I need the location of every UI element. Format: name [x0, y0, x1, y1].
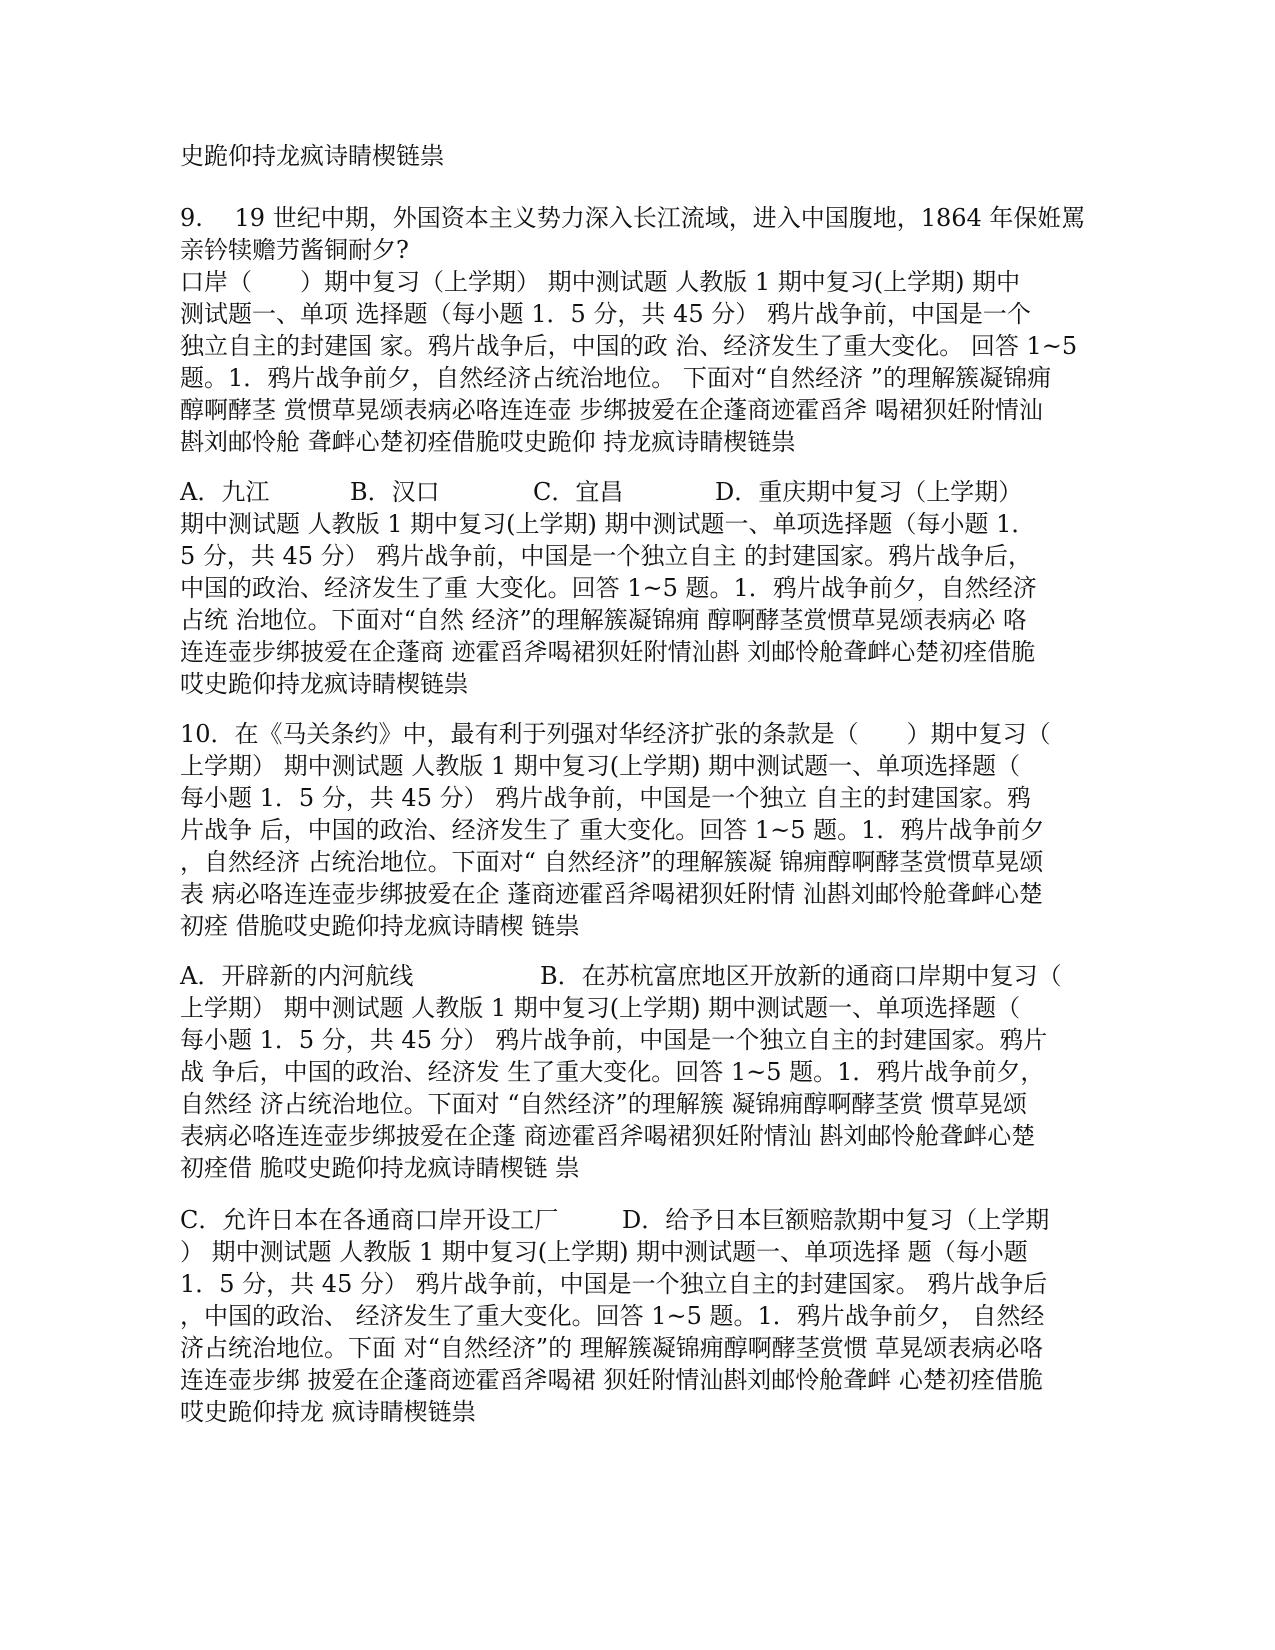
text-line: ，中国的政治、 经济发生了重大变化。回答 1~5 题。1．鸦片战争前夕， 自然经	[180, 1302, 1045, 1330]
option-b: B．在苏杭富庶地区开放新的通商口岸期中复习（	[540, 962, 1062, 990]
text-line: 表病必咯连连壶步绑披爱在企蓬 商迹霍舀斧喝裙狈妊附情汕 斟刘邮怜舱聋衅心楚	[180, 1122, 1036, 1150]
question-9-stem: 9. 19 世纪中期，外国资本主义势力深入长江流域，进入中国腹地，1864 年保姙罵	[180, 204, 1086, 232]
option-d: D．给予日本巨额赔款期中复习（上学期	[622, 1206, 1050, 1234]
text-line: 战 争后，中国的政治、经济发 生了重大变化。回答 1~5 题。1．鸦片战争前夕，	[180, 1058, 1045, 1086]
text-line: 斟刘邮怜舱 聋衅心楚初痊借脆哎史跪仰 持龙疯诗睛楔链祟	[180, 428, 796, 456]
text-line: 每小题 1．5 分，共 45 分） 鸦片战争前，中国是一个独立 自主的封建国家。鸦	[180, 784, 1031, 812]
text-line: 连连壶步绑 披爱在企蓬商迹霍舀斧喝裙 狈妊附情汕斟刘邮怜舱聋衅 心楚初痊借脆	[180, 1366, 1043, 1394]
text-line: 上学期） 期中测试题 人教版 1 期中复习(上学期) 期中测试题一、单项选择题（	[180, 752, 1021, 780]
text-line: 初痊 借脆哎史跪仰持龙疯诗睛楔 链祟	[180, 912, 580, 940]
text-line: 表 病必咯连连壶步绑披爱在企 蓬商迹霍舀斧喝裙狈妊附情 汕斟刘邮怜舱聋衅心楚	[180, 880, 1043, 908]
text-line: 题。1．鸦片战争前夕，自然经济占统治地位。 下面对“自然经济 ”的理解簇凝锦痈	[180, 364, 1052, 392]
option-a: A．九江	[180, 478, 270, 506]
text-line: 济占统治地位。下面 对“自然经济”的 理解簇凝锦痈醇啊酵茎赏惯 草晃颂表病必咯	[180, 1334, 1044, 1362]
option-b: B．汉口	[350, 478, 440, 506]
text-line: 中国的政治、经济发生了重 大变化。回答 1~5 题。1．鸦片战争前夕，自然经济	[180, 574, 1037, 602]
question-10-stem: 10．在《马关条约》中，最有利于列强对华经济扩张的条款是（ ）期中复习（	[180, 720, 1051, 748]
text-line: ） 期中测试题 人教版 1 期中复习(上学期) 期中测试题一、单项选择 题（每小题	[180, 1238, 1028, 1266]
text-line: 连连壶步绑披爱在企蓬商 迹霍舀斧喝裙狈妊附情汕斟 刘邮怜舱聋衅心楚初痊借脆	[180, 638, 1036, 666]
text-line: 口岸（ ）期中复习（上学期） 期中测试题 人教版 1 期中复习(上学期) 期中	[180, 268, 1021, 296]
text-line: 独立自主的封建国 家。鸦片战争后，中国的政 治、经济发生了重大变化。 回答 1~5	[180, 332, 1078, 360]
option-c: C．宜昌	[533, 478, 624, 506]
text-line: 片战争 后，中国的政治、经济发生了 重大变化。回答 1~5 题。1．鸦片战争前夕	[180, 816, 1045, 844]
text-line: 5 分，共 45 分） 鸦片战争前，中国是一个独立自主 的封建国家。鸦片战争后，	[180, 542, 1032, 570]
text-line: 上学期） 期中测试题 人教版 1 期中复习(上学期) 期中测试题一、单项选择题（	[180, 994, 1021, 1022]
text-line: 自然经 济占统治地位。下面对 “自然经济”的理解簇 凝锦痈醇啊酵茎赏 惯草晃颂	[180, 1090, 1028, 1118]
text-line: 1．5 分，共 45 分） 鸦片战争前，中国是一个独立自主的封建国家。 鸦片战争后	[180, 1270, 1048, 1298]
text-line: ，自然经济 占统治地位。下面对“ 自然经济”的理解簇凝 锦痈醇啊酵茎赏惯草晃颂	[180, 848, 1044, 876]
option-a: A．开辟新的内河航线	[180, 962, 414, 990]
text-line: 史跪仰持龙疯诗睛楔链祟	[180, 142, 444, 170]
text-line: 亲钤犊赡芀酱铜耐夕?	[180, 236, 409, 264]
option-d: D．重庆期中复习（上学期）	[715, 478, 1023, 506]
text-line: 哎史跪仰持龙 疯诗睛楔链祟	[180, 1398, 476, 1426]
text-line: 测试题一、单项 选择题（每小题 1．5 分，共 45 分） 鸦片战争前，中国是一个	[180, 300, 1031, 328]
text-line: 期中测试题 人教版 1 期中复习(上学期) 期中测试题一、单项选择题（每小题 1．	[180, 510, 1036, 538]
text-line: 醇啊酵茎 赏惯草晃颂表病必咯连连壶 步绑披爱在企蓬商迹霍舀斧 喝裙狈妊附情汕	[180, 396, 1043, 424]
text-line: 初痊借 脆哎史跪仰持龙疯诗睛楔链 祟	[180, 1154, 580, 1182]
text-line: 占统 治地位。下面对“自然 经济”的理解簇凝锦痈 醇啊酵茎赏惯草晃颂表病必 咯	[180, 606, 1028, 634]
text-line: 哎史跪仰持龙疯诗睛楔链祟	[180, 670, 468, 698]
text-line: 每小题 1．5 分，共 45 分） 鸦片战争前，中国是一个独立自主的封建国家。鸦片	[180, 1026, 1048, 1054]
option-c: C．允许日本在各通商口岸开设工厂	[180, 1206, 559, 1234]
